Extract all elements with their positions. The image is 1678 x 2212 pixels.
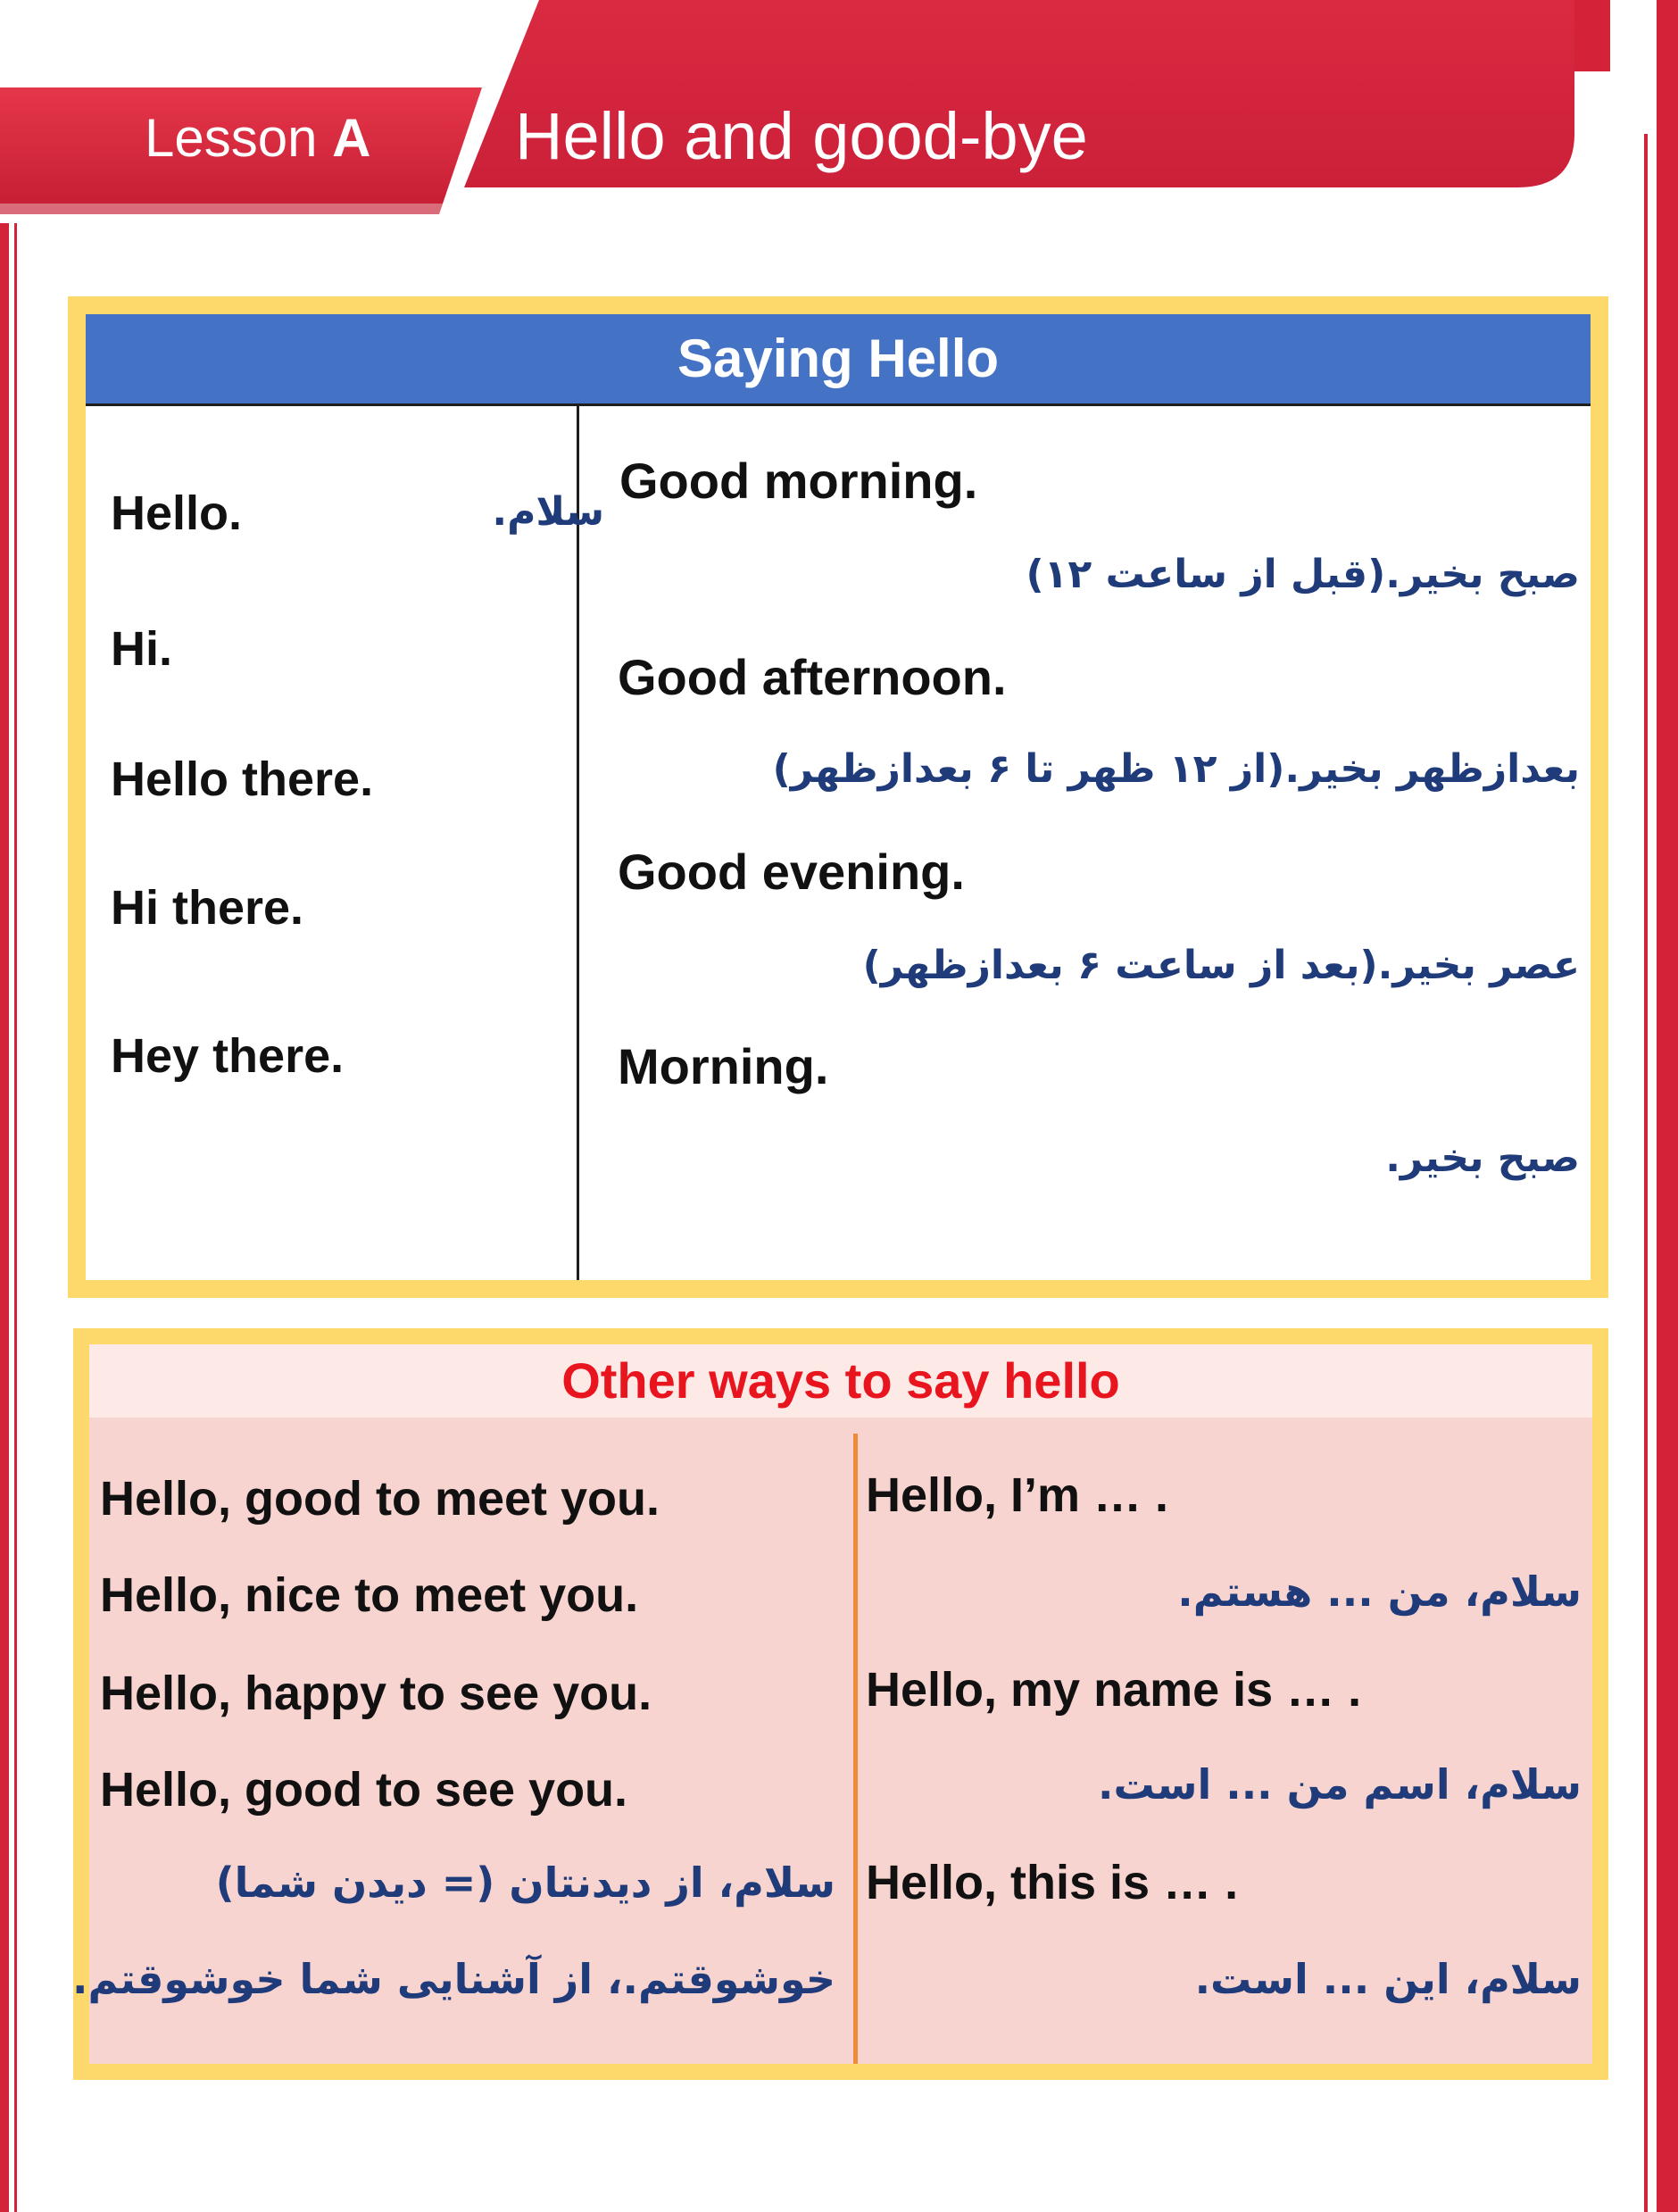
other-ways-heading: Other ways to say hello bbox=[89, 1344, 1592, 1418]
phrase-good-afternoon: Good afternoon. bbox=[618, 649, 1007, 705]
phrase-nice-to-meet-you: Hello, nice to meet you. bbox=[100, 1568, 639, 1622]
phrase-hello-im: Hello, I’m … . bbox=[866, 1468, 1169, 1522]
phrase-morning-fa: صبح بخیر. bbox=[1385, 1135, 1580, 1181]
lesson-word: Lesson bbox=[145, 108, 318, 168]
phrase-hi: Hi. bbox=[111, 622, 173, 676]
phrase-hi-there: Hi there. bbox=[111, 881, 304, 935]
saying-hello-heading: Saying Hello bbox=[86, 314, 1591, 406]
phrase-this-is-fa: سلام، این ... است. bbox=[1194, 1955, 1582, 2003]
phrase-hello-there: Hello there. bbox=[111, 753, 374, 806]
phrase-good-morning: Good morning. bbox=[619, 453, 978, 509]
phrase-this-is: Hello, this is … . bbox=[866, 1856, 1239, 1909]
phrase-good-evening-fa: عصر بخیر.(بعد از ساعت ۶ بعدازظهر) bbox=[862, 943, 1580, 988]
phrase-good-afternoon-fa: بعدازظهر بخیر.(از ۱۲ ظهر تا ۶ بعدازظهر) bbox=[772, 746, 1580, 792]
other-ways-box bbox=[73, 1328, 1608, 2080]
phrase-left-fa-1: سلام، از دیدنتان (= دیدن شما) bbox=[215, 1859, 835, 1907]
phrase-hello-fa: سلام. bbox=[492, 489, 604, 535]
left-edge-line bbox=[14, 223, 17, 2212]
phrase-my-name-is: Hello, my name is … . bbox=[866, 1663, 1362, 1717]
lesson-letter: A bbox=[332, 108, 371, 168]
lesson-label bbox=[145, 107, 371, 169]
column-divider bbox=[577, 406, 579, 1280]
phrase-happy-to-see-you: Hello, happy to see you. bbox=[100, 1667, 652, 1720]
phrase-good-to-see-you: Hello, good to see you. bbox=[100, 1763, 628, 1817]
right-edge-line bbox=[1644, 134, 1648, 2212]
column-divider bbox=[853, 1434, 858, 2064]
saying-hello-box bbox=[68, 296, 1608, 1298]
phrase-hey-there: Hey there. bbox=[111, 1029, 345, 1083]
phrase-good-morning-fa: صبح بخیر.(قبل از ساعت ۱۲) bbox=[1026, 552, 1580, 597]
lesson-title: Hello and good-bye bbox=[515, 99, 1088, 173]
phrase-hello-im-fa: سلام، من ... هستم. bbox=[1177, 1568, 1582, 1616]
phrase-my-name-is-fa: سلام، اسم من ... است. bbox=[1098, 1760, 1582, 1809]
phrase-hello: Hello. bbox=[111, 486, 243, 540]
phrase-good-evening: Good evening. bbox=[618, 844, 965, 900]
phrase-good-to-meet-you: Hello, good to meet you. bbox=[100, 1472, 660, 1526]
left-edge-bar bbox=[0, 223, 9, 2212]
phrase-left-fa-2: خوشوقتم.، از آشنایی شما خوشوقتم. bbox=[71, 1955, 835, 2003]
right-edge-bar bbox=[1657, 0, 1678, 2212]
phrase-morning: Morning. bbox=[618, 1038, 829, 1094]
